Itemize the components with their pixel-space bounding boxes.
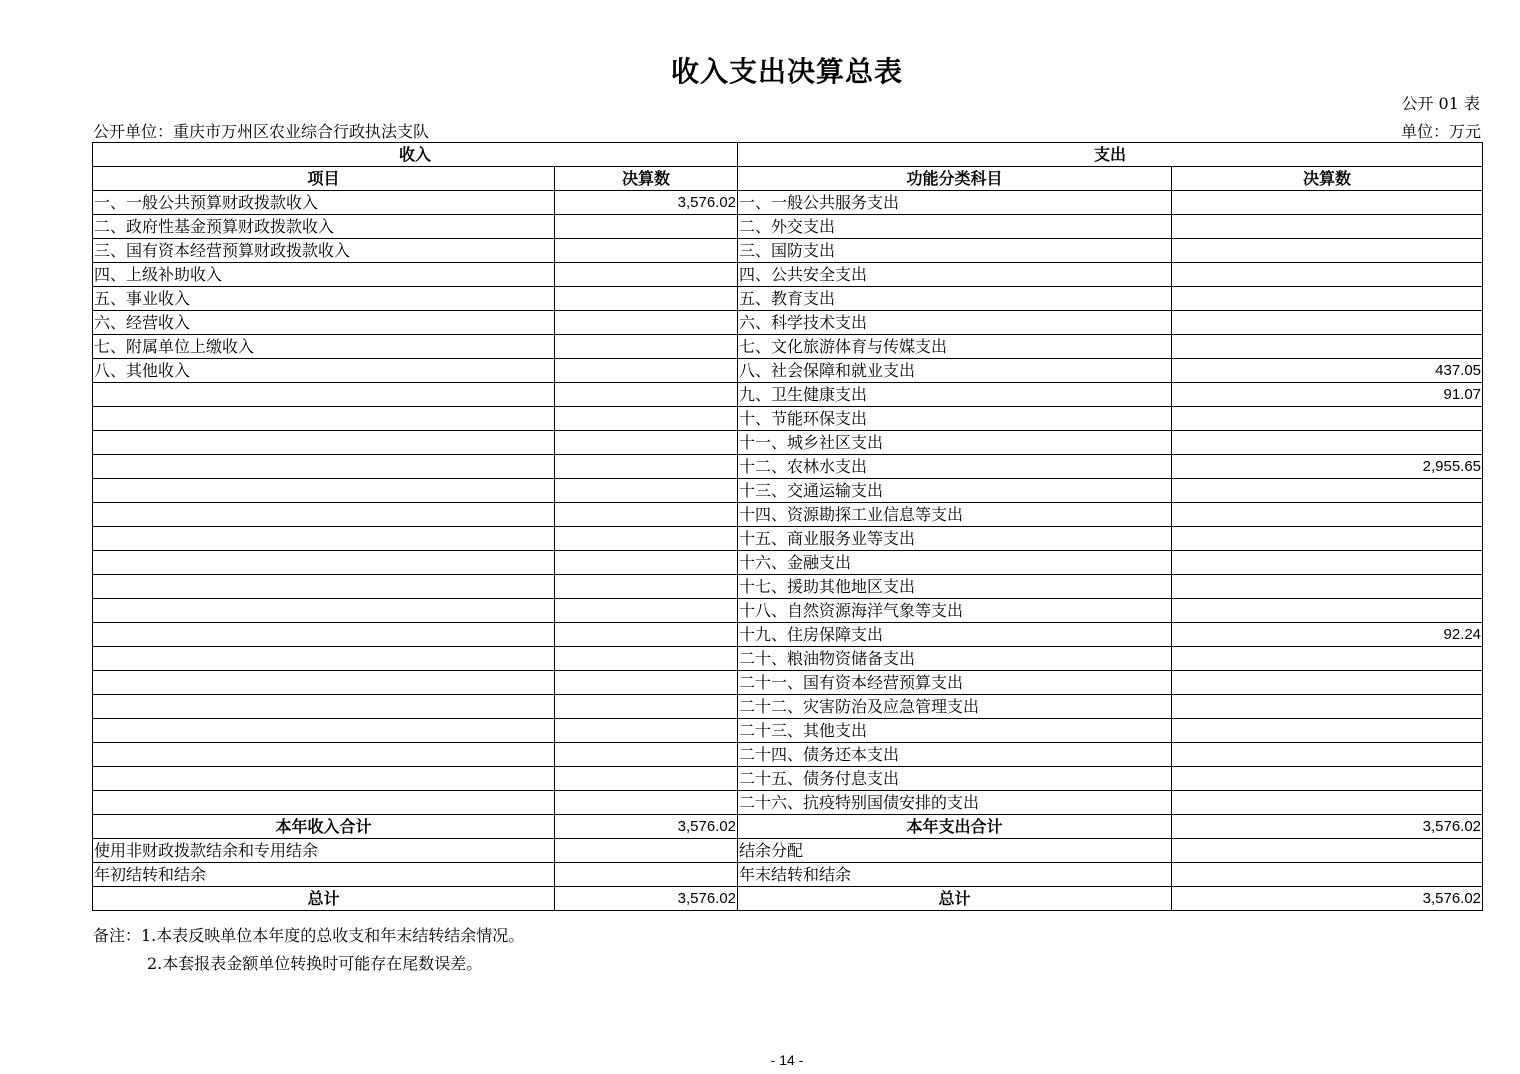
expense-item: 三、国防支出 <box>738 239 1172 263</box>
income-amount <box>555 767 738 791</box>
income-item: 五、事业收入 <box>93 287 555 311</box>
income-item <box>93 791 555 815</box>
column-header-amount: 决算数 <box>555 167 738 191</box>
begin-balance-label: 年初结转和结余 <box>93 863 555 887</box>
income-amount <box>555 671 738 695</box>
column-header-item: 项目 <box>93 167 555 191</box>
expense-item: 七、文化旅游体育与传媒支出 <box>738 335 1172 359</box>
nonfiscal-amount <box>555 839 738 863</box>
income-amount <box>555 719 738 743</box>
table-row <box>93 767 1483 791</box>
income-item <box>93 623 555 647</box>
expense-amount <box>1172 527 1483 551</box>
column-header-func-category: 功能分类科目 <box>738 167 1172 191</box>
reporting-unit: 公开单位：重庆市万州区农业综合行政执法支队 <box>93 122 430 141</box>
income-item <box>93 479 555 503</box>
table-row <box>93 719 1483 743</box>
expense-amount: 2,955.65 <box>1172 455 1483 479</box>
expense-item: 十、节能环保支出 <box>738 407 1172 431</box>
expense-item: 十七、援助其他地区支出 <box>738 575 1172 599</box>
income-amount <box>555 383 738 407</box>
income-amount <box>555 791 738 815</box>
income-amount <box>555 551 738 575</box>
income-item: 三、国有资本经营预算财政拨款收入 <box>93 239 555 263</box>
expense-item: 九、卫生健康支出 <box>738 383 1172 407</box>
income-item <box>93 575 555 599</box>
income-amount <box>555 287 738 311</box>
table-row <box>93 263 1483 287</box>
table-row <box>93 503 1483 527</box>
income-amount <box>555 623 738 647</box>
note-2: 2.本套报表金额单位转换时可能存在尾数误差。 <box>147 954 483 973</box>
table-row <box>93 407 1483 431</box>
income-item <box>93 695 555 719</box>
expense-amount <box>1172 287 1483 311</box>
income-item: 二、政府性基金预算财政拨款收入 <box>93 215 555 239</box>
expense-amount <box>1172 743 1483 767</box>
surplus-distribution-label: 结余分配 <box>738 839 1172 863</box>
grand-total-expense-amount: 3,576.02 <box>1172 887 1483 911</box>
expense-amount <box>1172 719 1483 743</box>
table-row <box>93 335 1483 359</box>
income-item <box>93 671 555 695</box>
table-row <box>93 359 1483 383</box>
table-row <box>93 695 1483 719</box>
income-amount <box>555 359 738 383</box>
income-amount <box>555 407 738 431</box>
income-amount <box>555 575 738 599</box>
expense-amount <box>1172 695 1483 719</box>
income-amount <box>555 743 738 767</box>
expense-item: 十九、住房保障支出 <box>738 623 1172 647</box>
expense-item: 十四、资源勘探工业信息等支出 <box>738 503 1172 527</box>
income-item: 八、其他收入 <box>93 359 555 383</box>
table-row <box>93 431 1483 455</box>
expense-amount <box>1172 647 1483 671</box>
grand-total-expense-label: 总计 <box>738 887 1172 911</box>
table-row <box>93 527 1483 551</box>
income-amount <box>555 239 738 263</box>
income-expense-table <box>92 142 1483 911</box>
expense-item: 五、教育支出 <box>738 287 1172 311</box>
income-amount <box>555 215 738 239</box>
table-row <box>93 239 1483 263</box>
income-item <box>93 647 555 671</box>
expense-amount <box>1172 191 1483 215</box>
table-row <box>93 455 1483 479</box>
expense-item: 二十二、灾害防治及应急管理支出 <box>738 695 1172 719</box>
expense-item: 二十四、债务还本支出 <box>738 743 1172 767</box>
surplus-distribution-amount <box>1172 839 1483 863</box>
income-item <box>93 599 555 623</box>
end-balance-label: 年末结转和结余 <box>738 863 1172 887</box>
grand-total-row <box>93 887 1483 911</box>
column-header-amount-2: 决算数 <box>1172 167 1483 191</box>
table-row <box>93 647 1483 671</box>
year-total-row <box>93 815 1483 839</box>
income-amount <box>555 455 738 479</box>
expense-item: 二十三、其他支出 <box>738 719 1172 743</box>
income-item: 七、附属单位上缴收入 <box>93 335 555 359</box>
notes <box>93 922 524 978</box>
expense-item: 四、公共安全支出 <box>738 263 1172 287</box>
expense-amount <box>1172 239 1483 263</box>
income-item <box>93 719 555 743</box>
expense-amount <box>1172 335 1483 359</box>
income-item <box>93 407 555 431</box>
income-item <box>93 383 555 407</box>
year-expense-total-amount: 3,576.02 <box>1172 815 1483 839</box>
expense-item: 二、外交支出 <box>738 215 1172 239</box>
expense-amount <box>1172 263 1483 287</box>
page-number: - 14 - <box>770 1052 804 1068</box>
expense-amount <box>1172 791 1483 815</box>
expense-amount <box>1172 503 1483 527</box>
expense-amount <box>1172 215 1483 239</box>
income-item <box>93 503 555 527</box>
expense-item: 十五、商业服务业等支出 <box>738 527 1172 551</box>
table-row <box>93 599 1483 623</box>
expense-item: 八、社会保障和就业支出 <box>738 359 1172 383</box>
expense-item: 二十、粮油物资储备支出 <box>738 647 1172 671</box>
income-amount <box>555 335 738 359</box>
year-expense-total-label: 本年支出合计 <box>738 815 1172 839</box>
begin-balance-amount <box>555 863 738 887</box>
form-number: 公开 01 表 <box>1401 94 1480 113</box>
income-item <box>93 431 555 455</box>
income-amount <box>555 263 738 287</box>
grand-total-income-amount: 3,576.02 <box>555 887 738 911</box>
income-amount <box>555 311 738 335</box>
income-amount <box>555 599 738 623</box>
income-item: 四、上级补助收入 <box>93 263 555 287</box>
expense-amount: 92.24 <box>1172 623 1483 647</box>
income-item <box>93 767 555 791</box>
table-header-row-1 <box>93 143 1483 167</box>
income-item <box>93 743 555 767</box>
expense-item: 六、科学技术支出 <box>738 311 1172 335</box>
currency-unit: 单位：万元 <box>1400 122 1481 141</box>
expense-item: 十八、自然资源海洋气象等支出 <box>738 599 1172 623</box>
expense-item: 十二、农林水支出 <box>738 455 1172 479</box>
table-header-row-2 <box>93 167 1483 191</box>
table-row <box>93 623 1483 647</box>
expense-item: 二十五、债务付息支出 <box>738 767 1172 791</box>
table-row <box>93 311 1483 335</box>
page-title: 收入支出决算总表 <box>670 55 903 88</box>
expense-amount <box>1172 575 1483 599</box>
income-amount <box>555 527 738 551</box>
income-amount <box>555 695 738 719</box>
income-amount <box>555 479 738 503</box>
table-row <box>93 479 1483 503</box>
expense-amount <box>1172 431 1483 455</box>
income-amount <box>555 503 738 527</box>
expense-amount <box>1172 551 1483 575</box>
expense-amount: 91.07 <box>1172 383 1483 407</box>
expense-amount <box>1172 767 1483 791</box>
expense-amount <box>1172 479 1483 503</box>
table-row <box>93 383 1483 407</box>
expense-amount: 437.05 <box>1172 359 1483 383</box>
table-row <box>93 791 1483 815</box>
income-amount <box>555 431 738 455</box>
income-amount: 3,576.02 <box>555 191 738 215</box>
expense-item: 十六、金融支出 <box>738 551 1172 575</box>
grand-total-income-label: 总计 <box>93 887 555 911</box>
balance-row <box>93 863 1483 887</box>
income-item <box>93 455 555 479</box>
expense-item: 一、一般公共服务支出 <box>738 191 1172 215</box>
income-header: 收入 <box>93 143 738 167</box>
table-row <box>93 215 1483 239</box>
expense-amount <box>1172 407 1483 431</box>
income-item: 一、一般公共预算财政拨款收入 <box>93 191 555 215</box>
table-row <box>93 575 1483 599</box>
nonfiscal-row <box>93 839 1483 863</box>
expense-header: 支出 <box>738 143 1483 167</box>
year-income-total-amount: 3,576.02 <box>555 815 738 839</box>
end-balance-amount <box>1172 863 1483 887</box>
income-item: 六、经营收入 <box>93 311 555 335</box>
table-row <box>93 191 1483 215</box>
expense-amount <box>1172 311 1483 335</box>
nonfiscal-label: 使用非财政拨款结余和专用结余 <box>93 839 555 863</box>
year-income-total-label: 本年收入合计 <box>93 815 555 839</box>
income-item <box>93 551 555 575</box>
note-1: 备注：1.本表反映单位本年度的总收支和年末结转结余情况。 <box>93 926 525 945</box>
table-row <box>93 743 1483 767</box>
unit-info-row <box>93 119 1481 141</box>
expense-amount <box>1172 599 1483 623</box>
expense-item: 十一、城乡社区支出 <box>738 431 1172 455</box>
income-item <box>93 527 555 551</box>
expense-item: 二十六、抗疫特别国债安排的支出 <box>738 791 1172 815</box>
expense-amount <box>1172 671 1483 695</box>
income-amount <box>555 647 738 671</box>
table-row <box>93 671 1483 695</box>
table-row <box>93 287 1483 311</box>
expense-item: 十三、交通运输支出 <box>738 479 1172 503</box>
table-row <box>93 551 1483 575</box>
expense-item: 二十一、国有资本经营预算支出 <box>738 671 1172 695</box>
